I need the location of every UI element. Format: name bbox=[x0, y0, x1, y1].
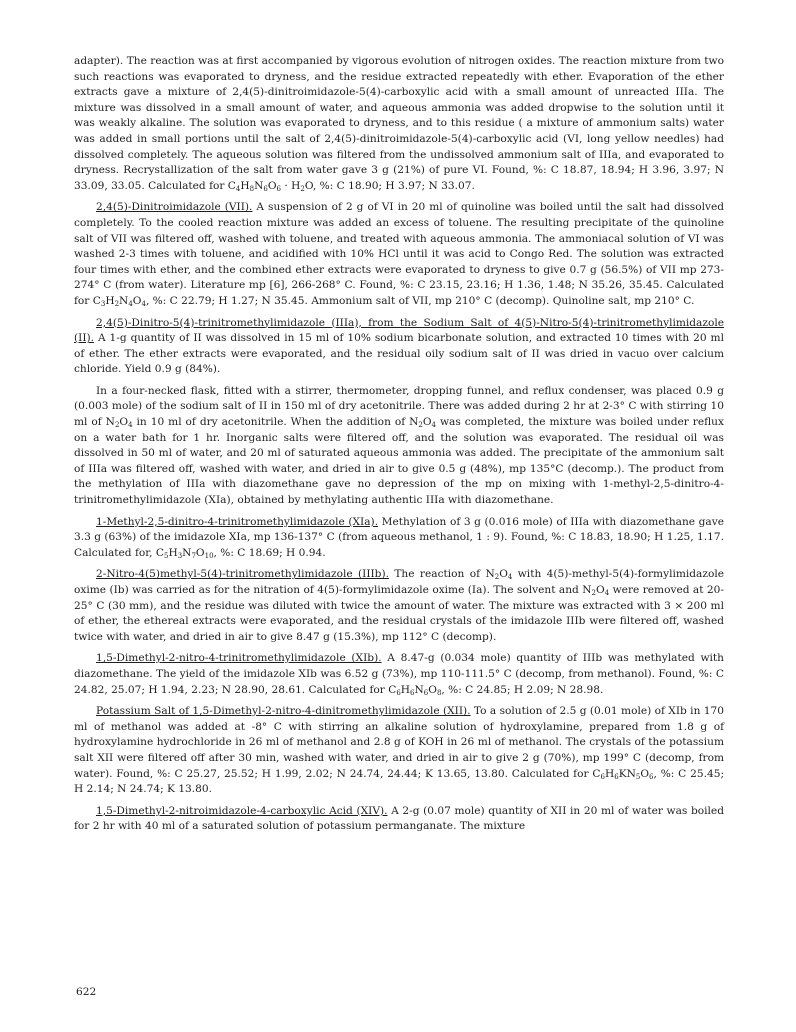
paragraph-text: A suspension of 2 g of VI in 20 ml of quinoline was boiled until the salt had dissolved completely. To the cooled reaction mixture was added an excess of toluene. The resulting precipitate of the quinoline salt of VII was filtered off, washed with toluene, and treated with aqueous ammonia. The ammoniacal solution of VI was washed 2-3 times with toluene, and acidified with 10% HCl until it was acid to Congo Red. The solution was extracted four times with ether, and the combined ether extracts were evaporated to dryness to give 0.7 g (56.5%) of VII mp 273-274° C (from water). Literature mp [6], 266-268° C. Found, %: C 23.15, 23.16; H 1.36, 1.48; N 35.26, 35.45. Calculated for C bbox=[74, 201, 724, 307]
section-heading: 2-Nitro-4(5)methyl-5(4)-trinitromethylimidazole (IIIb). bbox=[96, 568, 389, 581]
paragraph-text: adapter). The reaction was at first accompanied by vigorous evolution of nitrogen oxides. The reaction mixture from two such reactions was evaporated to dryness, and the residue extracted repeatedly with ether. Evaporation of the ether extracts gave a mixture of 2,4(5)-dinitroimidazole-5(4)-carboxylic acid with a small amount of unreacted IIIa. The mixture was dissolved in a small amount of water, and aqueous ammonia was added dropwise to the solution until it was weakly alkaline. The solution was evaporated to dryness, and to this residue ( a mixture of ammonium salts) water was added in small portions until the salt of 2,4(5)-dinitroimidazole-5(4)-carboxylic acid (VI, long yellow needles) had dissolved completely. The aqueous solution was filtered from the undissolved ammonium salt of IIIa, and evaporated to dryness. Recrystallization of the salt from water gave 3 g (21%) of pure VI. Found, %: C 18.87, 18.94; H 3.96, 3.97; N 33.09, 33.05. Calculated for C bbox=[74, 55, 724, 192]
paragraph-text: KN bbox=[618, 767, 636, 780]
paragraph-text: The reaction of N bbox=[388, 568, 495, 581]
paragraph-flask bbox=[74, 384, 724, 509]
section-heading: 1-Methyl-2,5-dinitro-4-trinitromethylimidazole (XIa). bbox=[96, 515, 379, 528]
paragraph-text: H bbox=[240, 179, 250, 192]
paragraph-text: O bbox=[132, 294, 142, 307]
subscript: 6 bbox=[423, 688, 429, 697]
subscript: 4 bbox=[604, 589, 610, 597]
section-heading: 1,5-Dimethyl-2-nitro-4-trinitromethylimidazole (XIb). bbox=[96, 652, 382, 665]
subscript: 6 bbox=[276, 184, 282, 193]
subscript: 6 bbox=[649, 772, 654, 781]
paragraph-text: A 2-g (0.07 mole) quantity of XII in 20 ml of water was boiled for 2 hr with 40 ml of a saturated solution of potassium permanganate. The mixture bbox=[74, 804, 724, 833]
subscript: 4 bbox=[235, 184, 241, 193]
paragraph-text: , %: C 25.45; H 2.14; N 24.74; K 13.80. bbox=[74, 767, 725, 796]
section-heading: 1,5-Dimethyl-2-nitroimidazole-4-carboxylic Acid (XIV). bbox=[96, 804, 388, 817]
paragraph-text: H bbox=[105, 294, 115, 307]
subscript: 4 bbox=[128, 421, 133, 430]
subscript: 7 bbox=[191, 551, 196, 560]
paragraph-text: O bbox=[499, 568, 508, 581]
subscript: 6 bbox=[614, 772, 619, 781]
paragraph-text: A 1-g quantity of II was dissolved in 15 ml of 10% sodium bicarbonate solution, and extracted 10 times with 20 ml of ether. The ether extracts were evaporated, and the residual oily sodium salt of II was dried in vacuo over calcium chloride. Yield 0.9 g (84%). bbox=[74, 332, 724, 376]
subscript: 10 bbox=[204, 551, 214, 560]
subscript: 8 bbox=[436, 688, 442, 697]
paragraph-xiv bbox=[74, 804, 724, 835]
paragraph-text: , %: C 18.69; H 0.94. bbox=[213, 546, 326, 559]
subscript: 4 bbox=[431, 421, 437, 430]
subscript: 4 bbox=[128, 299, 133, 308]
paragraph-text: O bbox=[267, 179, 277, 192]
paragraph-text: N bbox=[119, 294, 129, 307]
subscript: 6 bbox=[600, 772, 605, 781]
paragraph-xia bbox=[74, 515, 724, 562]
subscript: 2 bbox=[114, 421, 120, 430]
paragraph-text: N bbox=[414, 683, 424, 696]
subscript: 6 bbox=[396, 688, 401, 697]
paragraph-xib bbox=[74, 651, 724, 698]
paragraph-iiib bbox=[74, 567, 724, 645]
body-text bbox=[74, 54, 724, 841]
paragraph-text: O bbox=[596, 584, 605, 596]
subscript: 2 bbox=[114, 299, 120, 308]
paragraph-iiia bbox=[74, 316, 724, 378]
subscript: 3 bbox=[100, 299, 106, 308]
section-heading: 2,4(5)-Dinitro-5(4)-trinitromethylimidazole (IIIa), from the Sodium Salt of 4(5)-Nitro-5(4)-trinitromethylimidazole (II). bbox=[74, 316, 724, 345]
paragraph-text: O bbox=[640, 767, 650, 780]
subscript: 8 bbox=[249, 184, 255, 193]
paragraph-text: Methylation of 3 g (0.016 mole) of IIIa with diazomethane gave 3.3 g (63%) of the imidazole XIa, mp 136-137° C (from aqueous methanol, 1 : 9). Found, %: C 18.83, 18.90; H 1.25, 1.17. Calculated for, C bbox=[74, 515, 724, 559]
paragraph-text: O bbox=[195, 546, 205, 559]
subscript: 2 bbox=[418, 421, 423, 430]
paragraph-text: H bbox=[400, 683, 411, 696]
paragraph-text: To a solution of 2.5 g (0.01 mole) of XIb in 170 ml of methanol was added at -8° C with stirring an alkaline solution of hydroxylamine, prepared from 1.8 g of hydroxylamine hydrochloride in 26 ml of methanol and 2.8 g of KOH in 26 ml of methanol. The crystals of the potassium salt XII were filtered off after 30 min, washed with water, and dried in air to give 2 g (70%), mp 199° C (decomp, from water). Found, %: C 25.27, 25.52; H 1.99, 2.02; N 24.74, 24.44; K 13.65, 13.80. Calculated for C bbox=[74, 705, 724, 780]
paragraph-text: with 4(5)-methyl-5(4)-formylimidazole oxime (Ib) was carried as for the nitration of 4(5)-formylimidazole oxime (Ia). The solvent and N bbox=[74, 568, 724, 596]
subscript: 2 bbox=[591, 589, 597, 597]
paragraph-text: , %: C 24.85; H 2.09; N 28.98. bbox=[441, 683, 604, 696]
subscript: 6 bbox=[410, 688, 415, 697]
paragraph-text: H bbox=[604, 767, 615, 780]
paragraph-continuation bbox=[74, 54, 724, 194]
paragraph-text: , %: C 22.79; H 1.27; N 35.45. Ammonium salt of VII, mp 210° C (decomp). Quinoline salt, mp 210° C. bbox=[145, 294, 695, 307]
paragraph-text: O bbox=[422, 416, 432, 429]
paragraph-text: · H bbox=[281, 179, 301, 192]
paragraph-vii bbox=[74, 200, 724, 309]
paragraph-text: O bbox=[428, 683, 437, 696]
paragraph-text: in 10 ml of dry acetonitrile. When the addition of N bbox=[132, 416, 419, 429]
paragraph-text: H bbox=[168, 546, 178, 559]
subscript: 3 bbox=[177, 551, 183, 560]
subscript: 2 bbox=[300, 184, 305, 193]
section-heading: Potassium Salt of 1,5-Dimethyl-2-nitro-4-dinitromethylimidazole (XII). bbox=[96, 705, 471, 718]
page-number: 622 bbox=[76, 986, 97, 998]
paragraph-text: were removed at 20-25° C (30 mm), and the residue was diluted with twice the amount of water. The mixture was extracted with 3 × 200 ml of ether, the ethereal extracts were evaporated, and the residual crystals of the imidazole IIIb were filtered off, washed twice with water, and dried in air to give 8.47 g (15.3%), mp 112° C (decomp). bbox=[74, 584, 724, 643]
subscript: 4 bbox=[141, 299, 146, 308]
subscript: 4 bbox=[507, 573, 513, 582]
paragraph-xii bbox=[74, 704, 724, 798]
paragraph-text: O, %: C 18.90; H 3.97; N 33.07. bbox=[304, 179, 475, 192]
subscript: 5 bbox=[635, 772, 641, 781]
section-heading: 2,4(5)-Dinitroimidazole (VII). bbox=[96, 201, 253, 214]
paragraph-text: N bbox=[182, 546, 192, 559]
subscript: 5 bbox=[163, 551, 169, 560]
paragraph-text: In a four-necked flask, fitted with a stirrer, thermometer, dropping funnel, and reflux condenser, was placed 0.9 g (0.003 mole) of the sodium salt of II in 150 ml of dry acetonitrile. There was added during 2 hr at 2-3° C with stirring 10 ml of N bbox=[74, 384, 724, 429]
subscript: 6 bbox=[263, 184, 268, 193]
paragraph-text: was completed, the mixture was boiled under reflux on a water bath for 1 hr. Inorganic salts were filtered off, and the solution was evaporated. The residual oil was dissolved in 50 ml of water, and 20 ml of saturated aqueous ammonia was added. The precipitate of the ammonium salt of IIIa was filtered off, washed with water, and dried in air to give 0.5 g (48%), mp 135°C (decomp.). The product from the methylation of IIIa with diazomethane gave no depression of the mp on mixing with 1-methyl-2,5-dinitro-4-trinitromethylimidazole (XIa), obtained by methylating authentic IIIa with diazomethane. bbox=[74, 416, 724, 507]
paragraph-text: O bbox=[119, 416, 129, 429]
subscript: 2 bbox=[494, 573, 500, 582]
paragraph-text: A 8.47-g (0.034 mole) quantity of IIIb was methylated with diazomethane. The yield of the imidazole XIb was 6.52 g (73%), mp 110-111.5° C (decomp, from methanol). Found, %: C 24.82, 25.07; H 1.94, 2.23; N 28.90, 28.61. Calculated for C bbox=[74, 652, 725, 696]
paragraph-text: N bbox=[254, 179, 264, 192]
